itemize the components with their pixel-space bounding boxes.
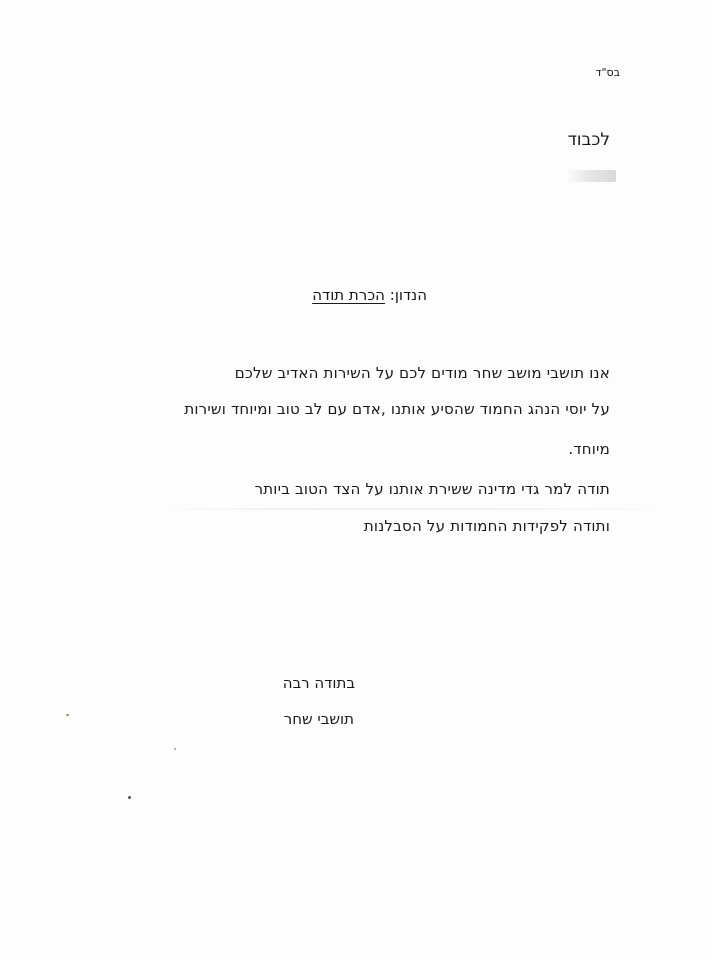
subject-label: הנדון: [389, 286, 427, 304]
scan-streak [150, 508, 680, 510]
closing-line: בתודה רבה [282, 674, 355, 692]
body-line-1: אנו תושבי מושב שחר מודים לכם על השירות האדיב שלכם [234, 364, 610, 382]
body-line-2: על יוסי הנהג החמוד שהסיע אותנו ,אדם עם לב טוב ומיוחד ושירות [184, 400, 610, 418]
scan-speck [128, 796, 131, 799]
signature-line: תושבי שחר [283, 710, 354, 728]
body-line-5: ותודה לפקידות החמודות על הסבלנות [363, 517, 610, 535]
recipient-label: לכבוד [567, 130, 610, 150]
faded-scan-artifact [566, 170, 616, 182]
body-line-3: מיוחד. [568, 440, 610, 458]
header-blessing-mark: בס"ד [595, 66, 620, 79]
scan-speck [174, 748, 176, 750]
subject-line [312, 286, 427, 304]
subject-text: הכרת תודה [312, 286, 385, 304]
scan-speck [66, 714, 69, 716]
body-line-4: תודה למר גדי מדינה ששירת אותנו על הצד הטוב ביותר [254, 480, 610, 498]
